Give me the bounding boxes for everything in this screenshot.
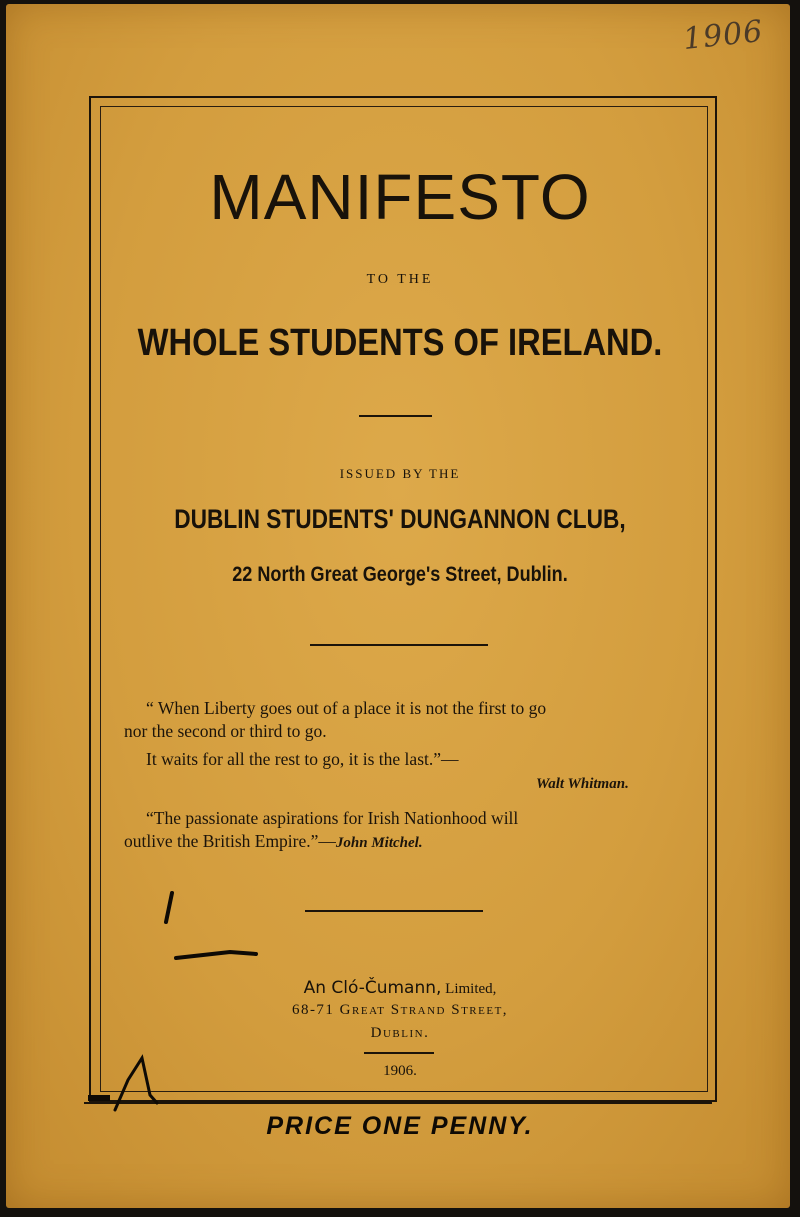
whitman-attribution: Walt Whitman. <box>536 776 629 792</box>
publisher-street: 68-71 Great Strand Street, <box>291 1002 509 1018</box>
club-name: DUBLIN STUDENTS' DUNGANNON CLUB, <box>174 504 626 534</box>
publisher-name: An Cló-Čumann, <box>303 978 442 998</box>
subtitle: WHOLE STUDENTS OF IRELAND. <box>137 322 663 364</box>
publisher-city: Dublin. <box>370 1025 430 1041</box>
whitman-quote-line-3: It waits for all the rest to go, it is the last.”— <box>146 749 459 769</box>
mitchel-quote-line-1: “The passionate aspirations for Irish Nationhood will <box>146 808 519 828</box>
handwritten-date: 1906 <box>681 13 765 58</box>
publisher-limited: Limited, <box>445 981 497 997</box>
ink-stroke-mark <box>176 952 256 958</box>
ink-tick-mark <box>166 893 172 922</box>
mitchel-attribution: John Mitchel. <box>335 835 423 851</box>
publication-year: 1906. <box>383 1063 417 1079</box>
club-address: 22 North Great George's Street, Dublin. <box>232 563 568 586</box>
title: MANIFESTO <box>209 161 591 233</box>
ink-scribble-mark <box>115 1058 157 1110</box>
issued-by-text: ISSUED BY THE <box>339 466 461 481</box>
mitchel-quote-text: outlive the British Empire.”— <box>124 831 336 851</box>
price-line: PRICE ONE PENNY. <box>266 1112 534 1140</box>
to-the-text: TO THE <box>366 272 434 287</box>
whitman-quote-line-2: nor the second or third to go. <box>124 721 327 741</box>
whitman-quote-line-1: “ When Liberty goes out of a place it is not the first to go <box>146 698 547 718</box>
